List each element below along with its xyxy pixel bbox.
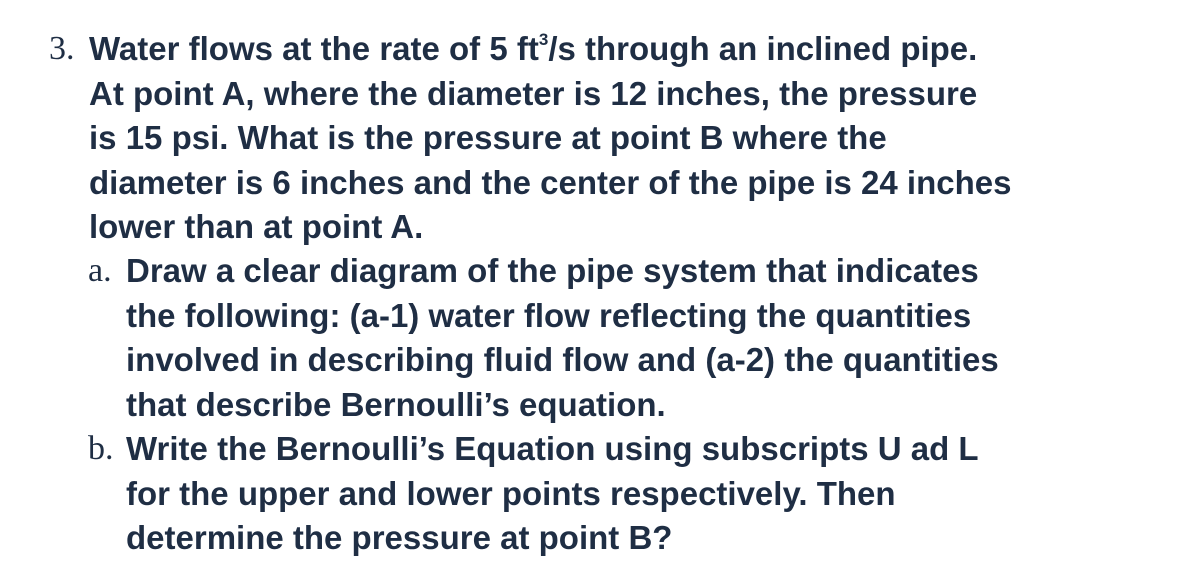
part-a-marker: a. xyxy=(88,252,112,289)
problem-3 xyxy=(49,27,1011,250)
part-a-text xyxy=(126,249,999,427)
part-a xyxy=(88,249,999,427)
part-b-marker: b. xyxy=(88,430,114,467)
problem-line-1 xyxy=(89,27,1011,72)
part-a-line-2: the following: (a-1) water flow reflecting the quantities xyxy=(126,296,972,334)
problem-line-1-post: /s through an inclined pipe. xyxy=(548,30,978,67)
part-b-line-1: Write the Bernoulli’s Equation using subscripts U ad L xyxy=(126,430,979,467)
problem-line-1-pre: Water flows at the rate of 5 ft xyxy=(89,30,539,67)
problem-line-2: At point A, where the diameter is 12 inches, the pressure xyxy=(89,74,978,112)
part-b-line-3: determine the pressure at point B? xyxy=(126,519,673,557)
problem-line-5: lower than at point A. xyxy=(89,208,424,246)
part-b-text xyxy=(126,427,979,561)
problem-text xyxy=(89,27,1011,250)
part-b-line-2: for the upper and lower points respectively. Then xyxy=(126,474,896,512)
problem-number: 3. xyxy=(49,30,75,67)
problem-line-3: is 15 psi. What is the pressure at point B where the xyxy=(89,119,887,157)
problem-line-4: diameter is 6 inches and the center of the pipe is 24 inches xyxy=(89,163,1012,201)
part-b xyxy=(88,427,979,561)
part-a-line-1: Draw a clear diagram of the pipe system that indicates xyxy=(126,252,979,289)
part-a-line-4: that describe Bernoulli’s equation. xyxy=(126,385,666,423)
cubic-exponent: 3 xyxy=(538,30,549,49)
part-a-line-3: involved in describing fluid flow and (a-2) the quantities xyxy=(126,341,999,379)
